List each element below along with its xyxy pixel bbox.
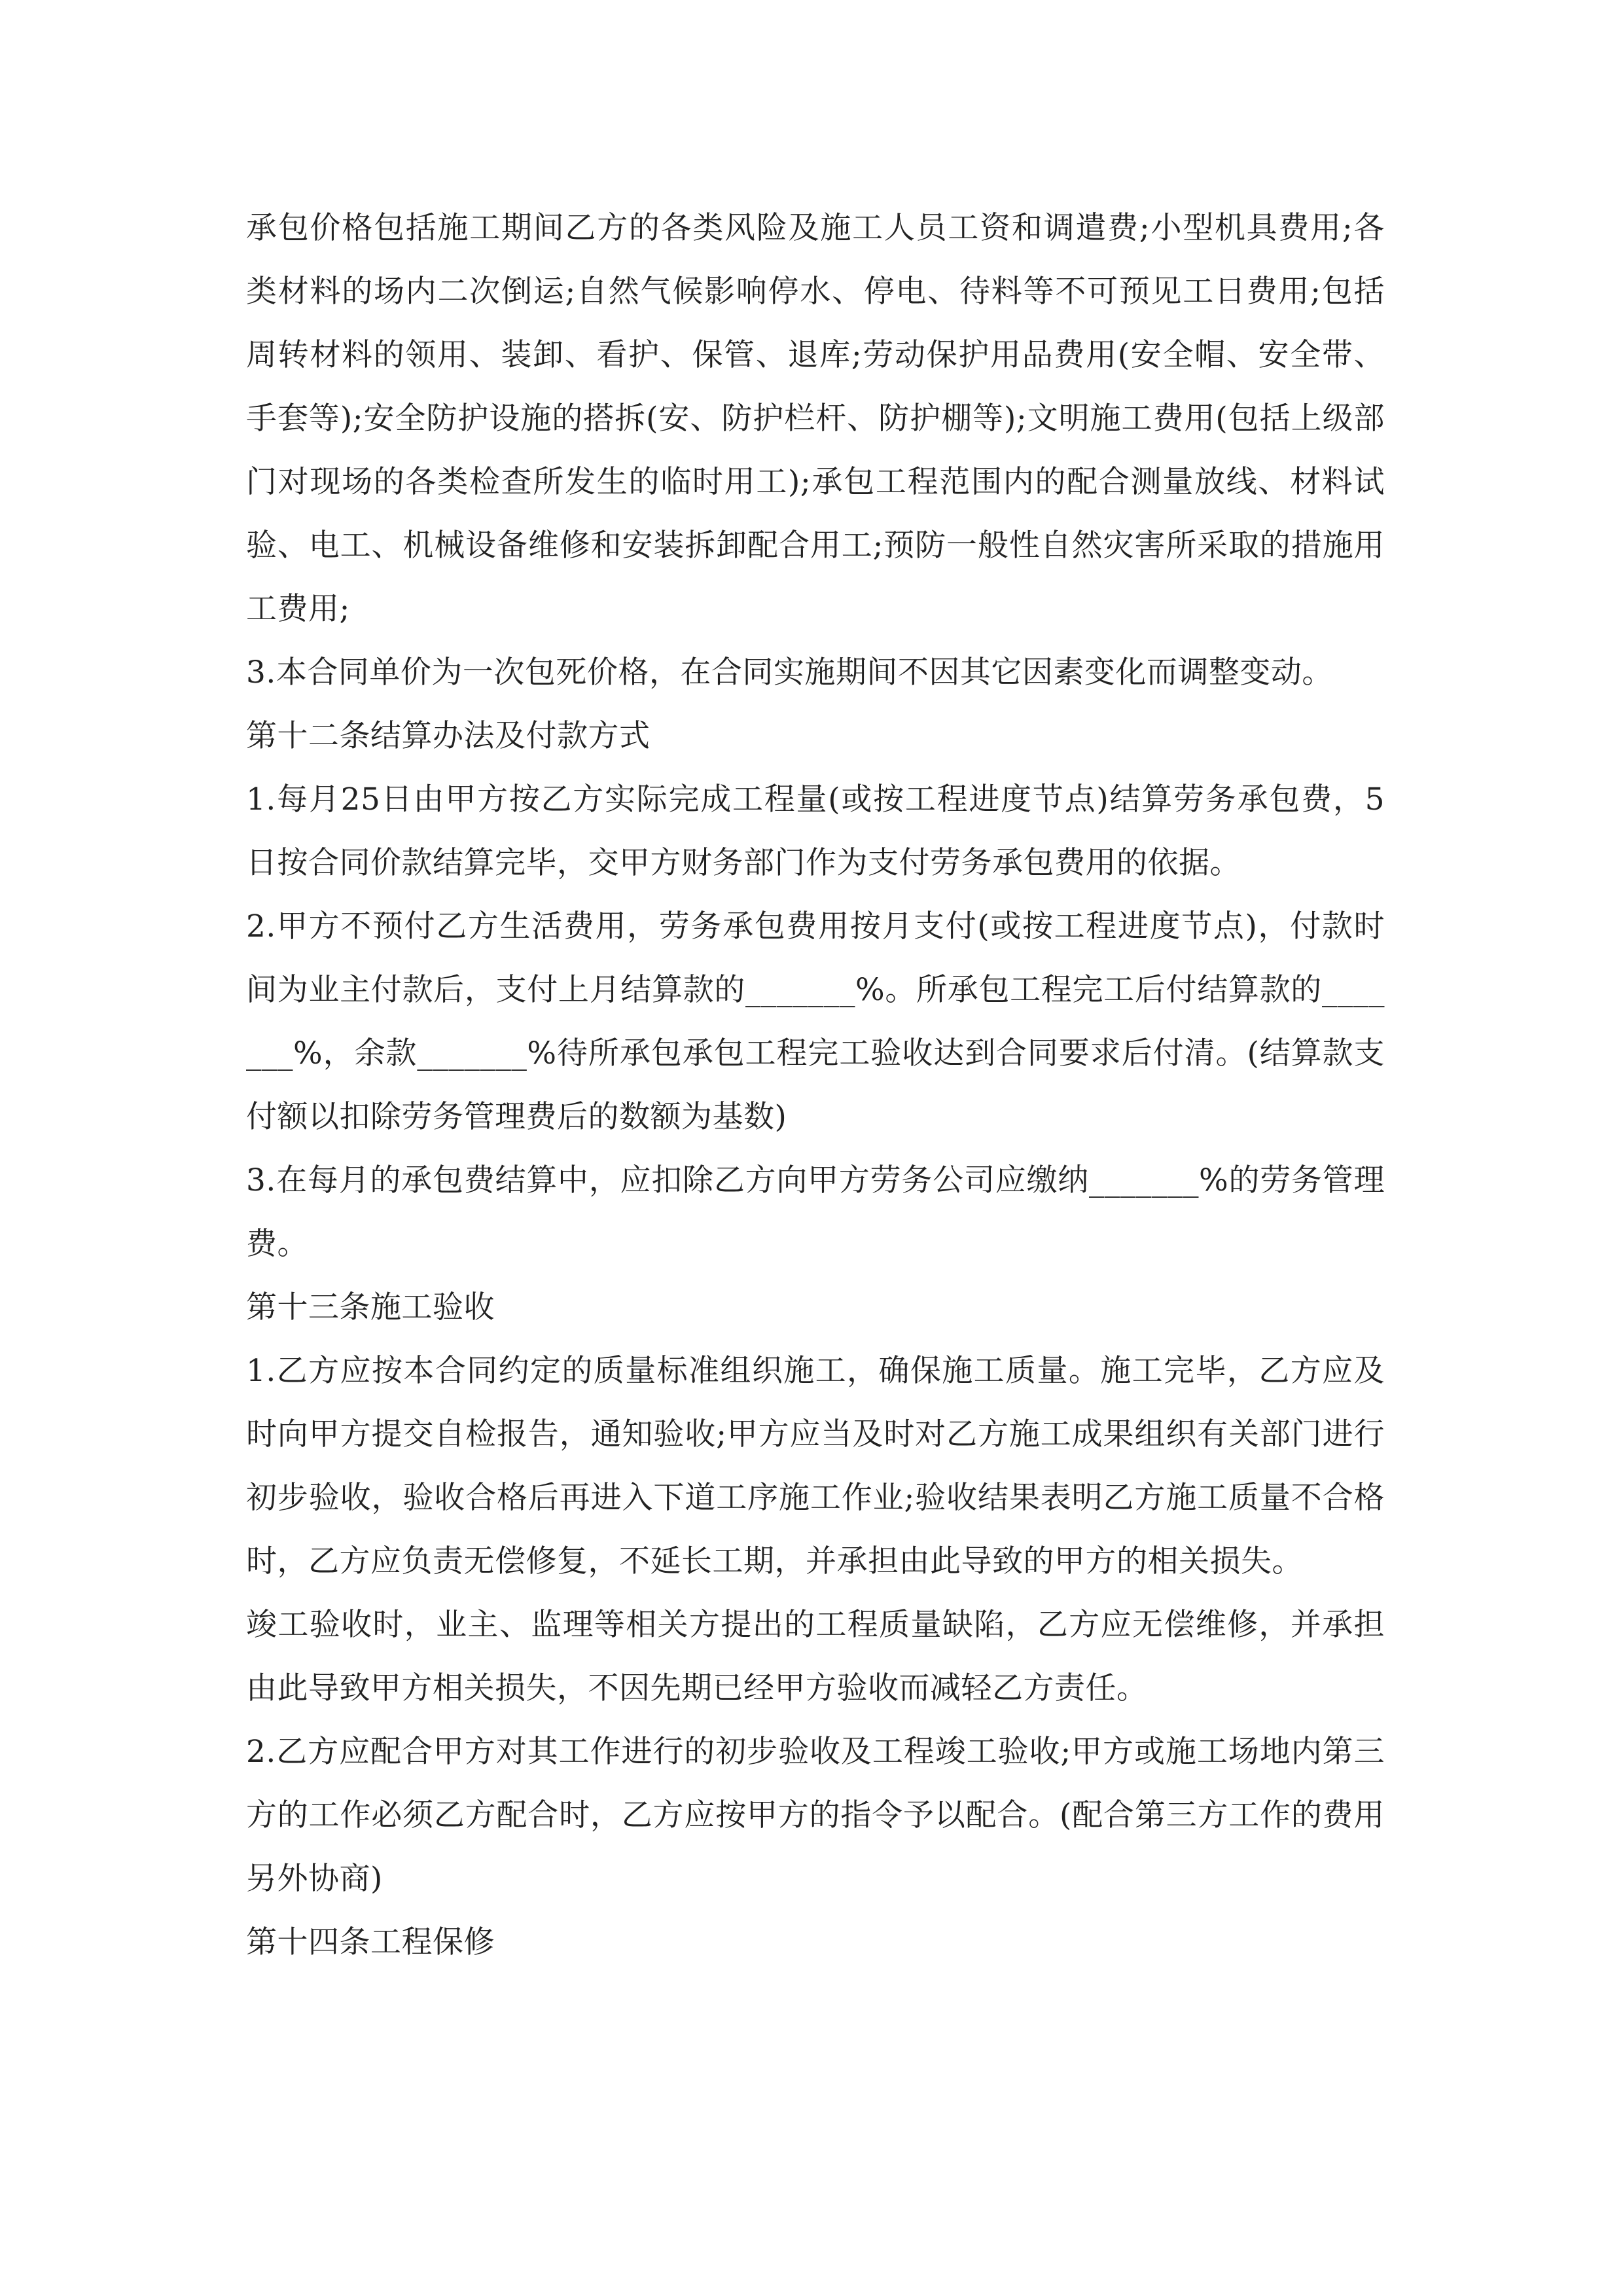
paragraph-monthly-settlement: 1.每月25日由甲方按乙方实际完成工程量(或按工程进度节点)结算劳务承包费，5日按合同价款结算完毕，交甲方财务部门作为支付劳务承包费用的依据。	[246, 781, 1385, 881]
paragraph-contract-price-scope: 承包价格包括施工期间乙方的各类风险及施工人员工资和调遣费;小型机具费用;各类材料的场内二次倒运;自然气候影响停水、停电、待料等不可预见工日费用;包括周转材料的领用、装卸、看护、保管、退库;劳动保护用品费用(安全帽、安全带、手套等);安全防护设施的搭拆(安、防护栏杆、防护棚等);文明施工费用(包括上级部门对现场的各类检查所发生的临时用工);承包工程范围内的配合测量放线、材料试验、电工、机械设备维修和安装拆卸配合用工;预防一般性自然灾害所采取的措施用工费用;	[246, 210, 1385, 627]
heading-article-12: 第十二条结算办法及付款方式	[246, 718, 651, 754]
document-body	[246, 196, 1385, 1974]
paragraph-management-fee: 3.在每月的承包费结算中，应扣除乙方向甲方劳务公司应缴纳_______%的劳务管理费。	[246, 1162, 1385, 1262]
paragraph-cooperation: 2.乙方应配合甲方对其工作进行的初步验收及工程竣工验收;甲方或施工场地内第三方的工作必须乙方配合时，乙方应按甲方的指令予以配合。(配合第三方工作的费用另外协商)	[246, 1734, 1385, 1897]
paragraph-fixed-unit-price: 3.本合同单价为一次包死价格，在合同实施期间不因其它因素变化而调整变动。	[246, 655, 1333, 691]
paragraph-quality-inspection: 1.乙方应按本合同约定的质量标准组织施工，确保施工质量。施工完毕，乙方应及时向甲方提交自检报告，通知验收;甲方应当及时对乙方施工成果组织有关部门进行初步验收，验收合格后再进入下道工序施工作业;验收结果表明乙方施工质量不合格时，乙方应负责无偿修复，不延长工期，并承担由此导致的甲方的相关损失。	[246, 1353, 1385, 1579]
heading-article-13: 第十三条施工验收	[246, 1289, 495, 1325]
paragraph-completion-defects: 竣工验收时，业主、监理等相关方提出的工程质量缺陷，乙方应无偿维修，并承担由此导致甲方相关损失，不因先期已经甲方验收而减轻乙方责任。	[246, 1607, 1385, 1706]
heading-article-14: 第十四条工程保修	[246, 1924, 495, 1960]
paragraph-payment-terms: 2.甲方不预付乙方生活费用，劳务承包费用按月支付(或按工程进度节点)，付款时间为业主付款后，支付上月结算款的_______%。所承包工程完工后付结算款的_______%，余款_______%待所承包承包工程完工验收达到合同要求后付清。(结算款支付额以扣除劳务管理费后的数额为基数)	[246, 908, 1385, 1135]
